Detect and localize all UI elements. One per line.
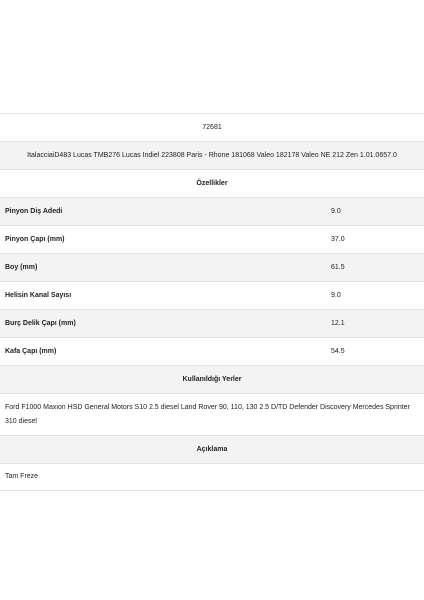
spec-label: Pinyon Çapı (mm) [5,236,65,243]
spec-label: Boy (mm) [5,264,38,271]
spec-label: Helisin Kanal Sayısı [5,292,72,299]
table-bottom-border [0,490,424,491]
spec-value: 9.0 [331,292,341,299]
description-heading: Açıklama [196,446,228,453]
cross-reference-row [0,141,424,169]
spec-value: 37.0 [331,236,345,243]
usage-heading-row [0,365,424,393]
features-heading: Özellikler [196,180,228,187]
spec-value: 12.1 [331,320,345,327]
spec-row-pinion-teeth [0,197,424,225]
description-text-row [0,463,424,490]
product-code-row [0,113,424,141]
description-heading-row [0,435,424,463]
spec-row-pinion-diameter [0,225,424,253]
product-spec-table [0,113,424,491]
cross-reference-text: ItalacciaiD483 Lucas TMB276 Lucas Indiel 223808 Paris - Rhone 181068 Valeo 182178 Valeo NE 212 Zen 1.01.0657.0 [27,152,397,159]
spec-row-length [0,253,424,281]
spec-row-helix-channels [0,281,424,309]
spec-value: 61.5 [331,264,345,271]
spec-label: Burç Delik Çapı (mm) [5,320,76,327]
spec-label: Pinyon Diş Adedi [5,208,63,215]
features-heading-row [0,169,424,197]
product-code: 72681 [202,124,222,131]
spec-value: 54.5 [331,348,345,355]
usage-text: Ford F1000 Maxion HSD General Motors S10 2.5 diesel Land Rover 90, 110, 130 2.5 D/TD Defender Discovery Mercedes Sprinter 310 diesel [5,403,410,425]
spec-value: 9.0 [331,208,341,215]
description-text: Tam Freze [5,473,39,480]
usage-text-row [0,393,424,435]
spec-label: Kafa Çapı (mm) [5,348,57,355]
spec-row-bushing-bore [0,309,424,337]
spec-row-head-diameter [0,337,424,365]
usage-heading: Kullanıldığı Yerler [182,376,242,383]
